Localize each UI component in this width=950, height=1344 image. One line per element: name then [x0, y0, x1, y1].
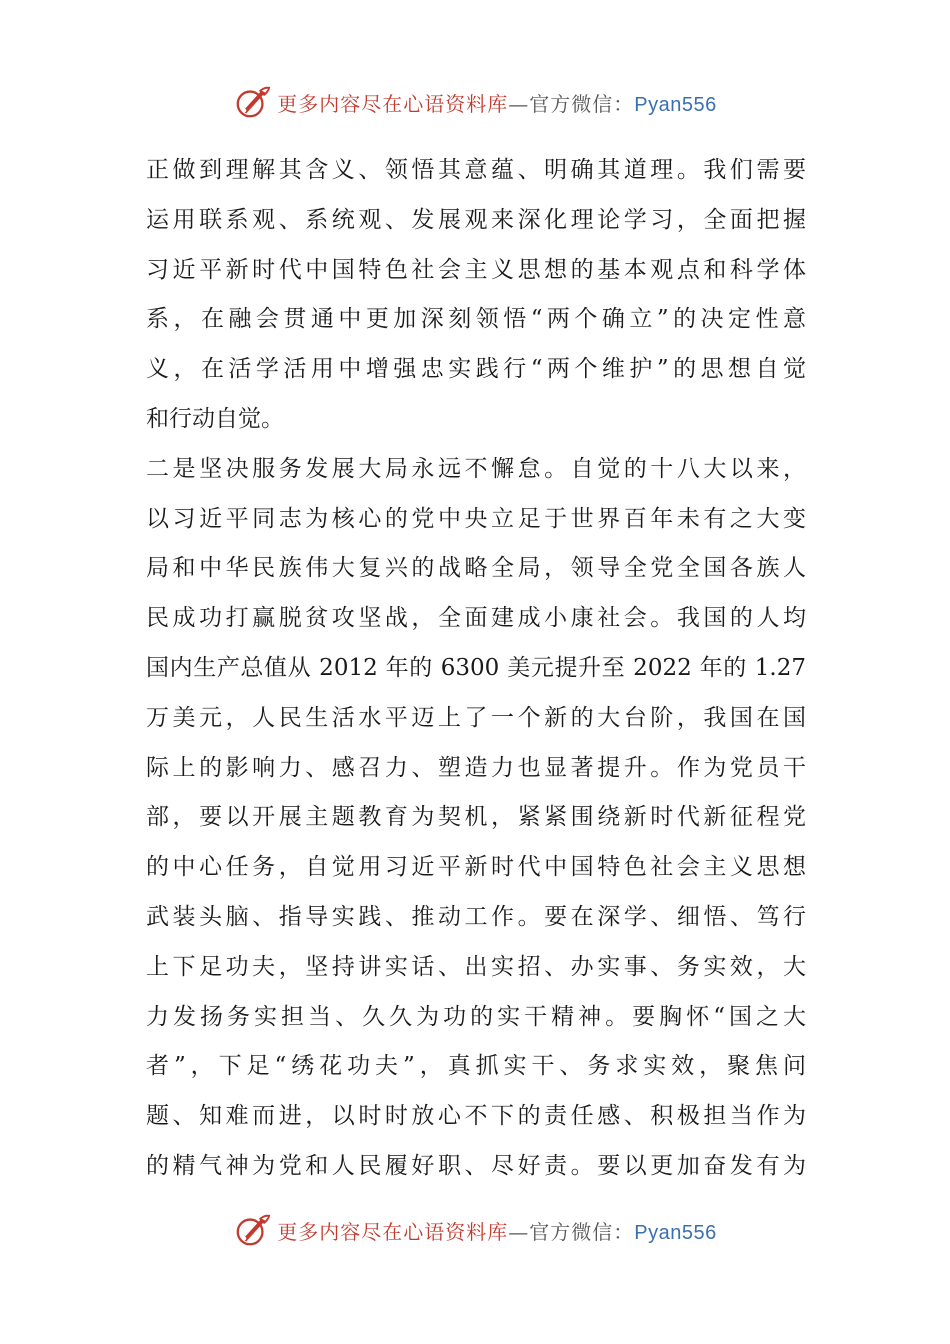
body-line: 系，在融会贯通中更加深刻领悟“两个确立”的决定性意 [146, 306, 806, 333]
header-brand: 更多内容尽在心语资料库 [277, 91, 509, 116]
body-line: 义，在活学活用中增强忠实践行“两个维护”的思想自觉 [146, 356, 806, 383]
footer-wechat-label: 官方微信： [529, 1219, 635, 1244]
body-line: 二是坚决服务发展大局永远不懈怠。自觉的十八大以来， [146, 455, 806, 482]
body-line: 正做到理解其含义、领悟其意蕴、明确其道理。我们需要 [146, 157, 806, 183]
body-line: 力发扬务实担当、久久为功的实干精神。要胸怀“国之大 [146, 1003, 806, 1030]
footer-brand: 更多内容尽在心语资料库 [277, 1219, 509, 1244]
body-line: 部，要以开展主题教育为契机，紧紧围绕新时代新征程党 [146, 804, 806, 831]
body-line: 的中心任务，自觉用习近平新时代中国特色社会主义思想 [146, 854, 806, 881]
body-line: 民成功打赢脱贫攻坚战，全面建成小康社会。我国的人均 [146, 605, 806, 632]
quill-logo-icon [233, 83, 271, 121]
header-dash: — [508, 91, 530, 116]
body-line: 万美元，人民生活水平迈上了一个新的大台阶，我国在国 [146, 704, 806, 731]
body-line: 者”，下足“绣花功夫”，真抓实干、务求实效，聚焦问 [146, 1053, 806, 1080]
quill-logo-icon [233, 1211, 271, 1249]
body-line: 的精气神为党和人民履好职、尽好责。要以更加奋发有为 [146, 1152, 806, 1179]
body-line: 际上的影响力、感召力、塑造力也显著提升。作为党员干 [146, 754, 806, 781]
footer-banner [0, 1208, 950, 1252]
footer-dash: — [508, 1219, 530, 1244]
document-body [146, 146, 806, 1192]
body-line: 武装头脑、指导实践、推动工作。要在深学、细悟、笃行 [146, 903, 806, 930]
footer-text [277, 1216, 716, 1245]
body-line: 局和中华民族伟大复兴的战略全局，领导全党全国各族人 [146, 555, 806, 582]
header-text [277, 88, 716, 117]
body-line: 上下足功夫，坚持讲实话、出实招、办实事、务实效，大 [146, 953, 806, 980]
body-line: 运用联系观、系统观、发展观来深化理论学习，全面把握 [146, 206, 806, 233]
body-line: 题、知难而进，以时时放心不下的责任感、积极担当作为 [146, 1103, 806, 1130]
footer-wechat-id: Pyan556 [634, 1221, 717, 1244]
header-banner [0, 80, 950, 124]
header-wechat-id: Pyan556 [634, 93, 717, 116]
body-line: 和行动自觉。 [146, 405, 284, 432]
body-line: 国内生产总值从 2012 年的 6300 美元提升至 2022 年的 1.27 [146, 654, 806, 681]
body-line: 习近平新时代中国特色社会主义思想的基本观点和科学体 [146, 256, 806, 283]
body-line: 以习近平同志为核心的党中央立足于世界百年未有之大变 [146, 505, 806, 532]
header-wechat-label: 官方微信： [529, 91, 635, 116]
